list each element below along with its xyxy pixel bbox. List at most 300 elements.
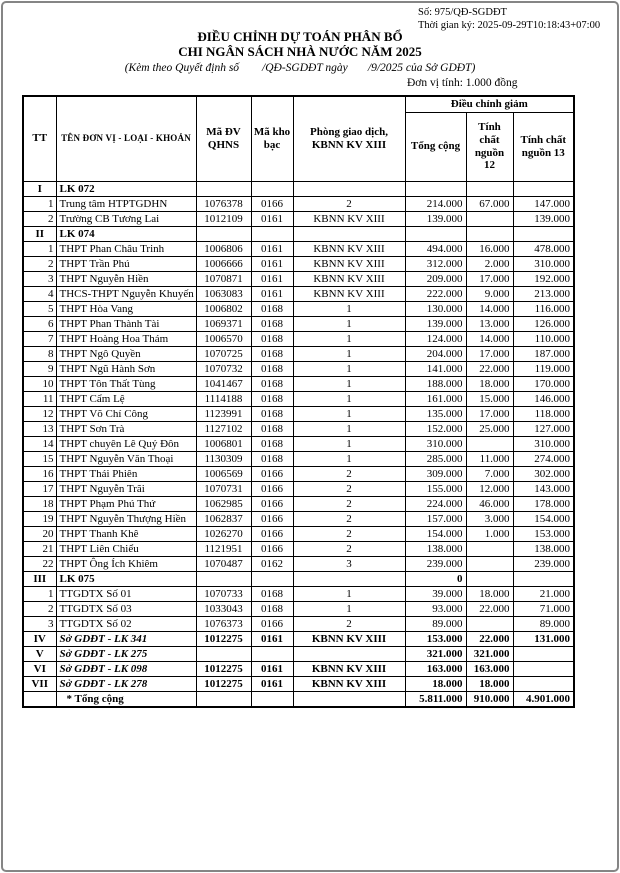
cell-n13 [513,646,574,661]
cell-phong: 1 [293,391,405,406]
cell-tt: V [23,646,56,661]
cell-ma-kb: 0166 [251,616,293,631]
cell-phong [293,181,405,196]
cell-phong: 1 [293,451,405,466]
cell-ma-kb: 0168 [251,376,293,391]
cell-n13 [513,661,574,676]
cell-name: THPT Phạm Phú Thứ [56,496,196,511]
cell-ma-dv: 1123991 [196,406,251,421]
cell-n13: 187.000 [513,346,574,361]
cell-ma-kb: 0166 [251,466,293,481]
cell-tong: 124.000 [405,331,466,346]
table-row [23,646,574,661]
cell-ma-kb: 0161 [251,241,293,256]
col-header-tt: TT [23,96,56,181]
cell-phong: KBNN KV XIII [293,676,405,691]
table-row [23,451,574,466]
cell-ma-dv: 1070733 [196,586,251,601]
cell-ma-kb: 0168 [251,451,293,466]
table-row [23,541,574,556]
cell-tong: 135.000 [405,406,466,421]
cell-n12: 1.000 [466,526,513,541]
cell-name: THPT Phan Châu Trinh [56,241,196,256]
cell-n12: 22.000 [466,601,513,616]
cell-name: TTGDTX Số 02 [56,616,196,631]
table-row [23,331,574,346]
cell-phong: 1 [293,331,405,346]
cell-ma-kb: 0168 [251,391,293,406]
cell-tong: 312.000 [405,256,466,271]
cell-n13: 127.000 [513,421,574,436]
cell-tt: 17 [23,481,56,496]
doc-number: Số: 975/QĐ-SGDĐT [418,7,507,18]
cell-tong: 5.811.000 [405,691,466,707]
cell-n13 [513,571,574,586]
cell-tt: VII [23,676,56,691]
cell-ma-kb: 0166 [251,511,293,526]
cell-ma-kb: 0168 [251,421,293,436]
cell-n12 [466,541,513,556]
cell-tong: 139.000 [405,211,466,226]
cell-name: THPT Liên Chiểu [56,541,196,556]
cell-n13: 71.000 [513,601,574,616]
cell-ma-dv: 1070871 [196,271,251,286]
table-row [23,376,574,391]
cell-phong: 2 [293,616,405,631]
table-body [23,181,574,707]
cell-tong: 310.000 [405,436,466,451]
cell-ma-kb: 0168 [251,346,293,361]
cell-ma-kb: 0166 [251,196,293,211]
cell-n13: 170.000 [513,376,574,391]
cell-phong: KBNN KV XIII [293,271,405,286]
cell-ma-dv: 1012275 [196,631,251,646]
cell-tong: 222.000 [405,286,466,301]
cell-ma-kb: 0161 [251,256,293,271]
cell-tong: 138.000 [405,541,466,556]
cell-phong: 1 [293,406,405,421]
cell-phong: 1 [293,301,405,316]
cell-ma-kb [251,571,293,586]
table-row [23,661,574,676]
cell-phong: KBNN KV XIII [293,211,405,226]
cell-tt: 8 [23,346,56,361]
cell-ma-kb: 0166 [251,496,293,511]
table-row [23,496,574,511]
cell-ma-kb [251,226,293,241]
cell-ma-dv: 1006806 [196,241,251,256]
cell-tong: 93.000 [405,601,466,616]
cell-n13 [513,676,574,691]
title-block [0,29,600,75]
cell-ma-kb: 0166 [251,481,293,496]
cell-tong: 285.000 [405,451,466,466]
cell-n13: 118.000 [513,406,574,421]
cell-phong: KBNN KV XIII [293,286,405,301]
cell-n12: 910.000 [466,691,513,707]
cell-n12: 15.000 [466,391,513,406]
col-header-unit-name: TÊN ĐƠN VỊ - LOẠI - KHOẢN [56,96,196,181]
cell-phong: 1 [293,361,405,376]
cell-n12: 163.000 [466,661,513,676]
cell-name: THPT chuyên Lê Quý Đôn [56,436,196,451]
table-row [23,466,574,481]
cell-ma-dv: 1006666 [196,256,251,271]
table-row [23,691,574,707]
cell-ma-dv: 1130309 [196,451,251,466]
table-row [23,256,574,271]
cell-n12 [466,226,513,241]
cell-name: THPT Tôn Thất Tùng [56,376,196,391]
cell-tt: 22 [23,556,56,571]
cell-n13: 192.000 [513,271,574,286]
cell-n13 [513,181,574,196]
cell-name: Trường CB Tương Lai [56,211,196,226]
cell-ma-dv: 1070732 [196,361,251,376]
cell-tt: 1 [23,241,56,256]
cell-tong [405,226,466,241]
cell-phong [293,226,405,241]
cell-ma-dv: 1062985 [196,496,251,511]
cell-n13: 147.000 [513,196,574,211]
doc-title-line1: ĐIỀU CHỈNH DỰ TOÁN PHÂN BỔ [197,29,403,44]
cell-phong: KBNN KV XIII [293,256,405,271]
cell-n13: 139.000 [513,211,574,226]
cell-n13: 154.000 [513,511,574,526]
table-row [23,241,574,256]
cell-tong: 18.000 [405,676,466,691]
table-row [23,361,574,376]
cell-name: THPT Phan Thành Tài [56,316,196,331]
cell-n12: 14.000 [466,301,513,316]
cell-n12 [466,556,513,571]
col-header-ma-kho-bac: Mã kho bạc [251,96,293,181]
cell-tong: 155.000 [405,481,466,496]
cell-tt: 15 [23,451,56,466]
cell-n13: 274.000 [513,451,574,466]
cell-tt: 1 [23,586,56,601]
cell-phong: 1 [293,436,405,451]
table-row [23,421,574,436]
cell-ma-kb [251,181,293,196]
cell-name: LK 072 [56,181,196,196]
cell-n13: 178.000 [513,496,574,511]
cell-ma-kb: 0161 [251,286,293,301]
cell-ma-kb: 0161 [251,661,293,676]
cell-tt: 19 [23,511,56,526]
cell-n13: 131.000 [513,631,574,646]
cell-name: THPT Cẩm Lệ [56,391,196,406]
cell-n13 [513,226,574,241]
cell-name: THPT Sơn Trà [56,421,196,436]
cell-tong: 214.000 [405,196,466,211]
cell-n13: 89.000 [513,616,574,631]
doc-subtitle: (Kèm theo Quyết định số /QĐ-SGDĐT ngày /9/2025 của Sở GDĐT) [124,62,476,74]
cell-name: THPT Hòa Vang [56,301,196,316]
cell-ma-dv: 1006570 [196,331,251,346]
cell-ma-dv: 1070731 [196,481,251,496]
budget-adjustment-table [22,95,575,708]
cell-ma-dv: 1062837 [196,511,251,526]
cell-ma-kb: 0168 [251,436,293,451]
cell-tt: 18 [23,496,56,511]
cell-n13: 213.000 [513,286,574,301]
table-row [23,226,574,241]
cell-ma-dv: 1012275 [196,661,251,676]
cell-n13: 310.000 [513,256,574,271]
cell-name: THPT Nguyễn Trãi [56,481,196,496]
cell-phong: 2 [293,541,405,556]
col-group-dieu-chinh-giam: Điều chỉnh giảm [405,96,574,112]
cell-tt: I [23,181,56,196]
cell-name: THPT Nguyễn Thượng Hiền [56,511,196,526]
col-header-nguon-13: Tính chất nguồn 13 [513,112,574,181]
cell-n13: 116.000 [513,301,574,316]
cell-n12: 17.000 [466,406,513,421]
table-row [23,211,574,226]
cell-n13: 119.000 [513,361,574,376]
table-row [23,526,574,541]
cell-tt: 21 [23,541,56,556]
cell-name: TTGDTX Số 03 [56,601,196,616]
table-row [23,676,574,691]
cell-n12: 22.000 [466,361,513,376]
cell-ma-dv: 1070487 [196,556,251,571]
cell-tong: 130.000 [405,301,466,316]
table-row [23,556,574,571]
cell-ma-kb: 0168 [251,361,293,376]
cell-ma-dv: 1063083 [196,286,251,301]
cell-n12: 13.000 [466,316,513,331]
cell-tong: 209.000 [405,271,466,286]
cell-phong: 1 [293,376,405,391]
cell-tong: 321.000 [405,646,466,661]
cell-ma-dv [196,691,251,707]
cell-tt: 16 [23,466,56,481]
cell-phong [293,571,405,586]
cell-tong: 39.000 [405,586,466,601]
cell-n12: 16.000 [466,241,513,256]
cell-tt: 2 [23,211,56,226]
cell-name: Sở GDĐT - LK 098 [56,661,196,676]
table-row [23,616,574,631]
cell-n12: 18.000 [466,586,513,601]
table-row [23,511,574,526]
col-header-nguon-12: Tính chất nguồn 12 [466,112,513,181]
cell-tt: 5 [23,301,56,316]
cell-tong: 153.000 [405,631,466,646]
cell-tt: 3 [23,271,56,286]
cell-phong: KBNN KV XIII [293,241,405,256]
table-row [23,301,574,316]
cell-n13: 126.000 [513,316,574,331]
cell-name: LK 075 [56,571,196,586]
cell-phong: KBNN KV XIII [293,631,405,646]
table-row [23,601,574,616]
cell-ma-dv: 1069371 [196,316,251,331]
cell-ma-kb: 0168 [251,316,293,331]
cell-name: THPT Ngũ Hành Sơn [56,361,196,376]
cell-ma-kb: 0168 [251,301,293,316]
cell-tong: 224.000 [405,496,466,511]
cell-ma-dv: 1006801 [196,436,251,451]
cell-n12: 46.000 [466,496,513,511]
cell-n12: 2.000 [466,256,513,271]
cell-name: Trung tâm HTPTGDHN [56,196,196,211]
col-header-phong-giao-dich: Phòng giao dịch, KBNN KV XIII [293,96,405,181]
cell-tong: 141.000 [405,361,466,376]
cell-tt: 6 [23,316,56,331]
cell-tong: 139.000 [405,316,466,331]
table-row [23,481,574,496]
cell-name: THPT Trần Phú [56,256,196,271]
cell-phong: 1 [293,346,405,361]
cell-n12 [466,181,513,196]
cell-ma-dv: 1012275 [196,676,251,691]
cell-ma-dv: 1114188 [196,391,251,406]
cell-n12 [466,211,513,226]
cell-phong: 2 [293,196,405,211]
cell-phong: 3 [293,556,405,571]
cell-tong: 89.000 [405,616,466,631]
cell-phong: 1 [293,316,405,331]
cell-tong: 309.000 [405,466,466,481]
cell-ma-kb: 0168 [251,406,293,421]
cell-ma-dv: 1006802 [196,301,251,316]
cell-ma-dv: 1041467 [196,376,251,391]
cell-phong: 1 [293,586,405,601]
cell-tong: 157.000 [405,511,466,526]
cell-tong: 494.000 [405,241,466,256]
cell-ma-kb [251,646,293,661]
cell-n12: 17.000 [466,346,513,361]
cell-n12: 3.000 [466,511,513,526]
cell-name: THPT Nguyễn Hiền [56,271,196,286]
table-row [23,571,574,586]
cell-ma-kb: 0162 [251,556,293,571]
cell-ma-dv: 1127102 [196,421,251,436]
cell-ma-kb: 0161 [251,676,293,691]
col-header-ma-dv-qhns: Mã ĐV QHNS [196,96,251,181]
cell-phong: 2 [293,481,405,496]
cell-phong: 2 [293,526,405,541]
cell-ma-kb: 0161 [251,211,293,226]
cell-ma-kb: 0168 [251,601,293,616]
cell-n12: 321.000 [466,646,513,661]
cell-tt: 2 [23,256,56,271]
cell-n13: 239.000 [513,556,574,571]
unit-note: Đơn vị tính: 1.000 đồng [407,77,518,89]
cell-n13: 153.000 [513,526,574,541]
table-row [23,286,574,301]
cell-name: THPT Ông Ích Khiêm [56,556,196,571]
cell-ma-dv: 1033043 [196,601,251,616]
cell-tt: 11 [23,391,56,406]
cell-n13: 146.000 [513,391,574,406]
cell-phong [293,691,405,707]
cell-n12 [466,436,513,451]
cell-tong: 188.000 [405,376,466,391]
cell-name: THCS-THPT Nguyễn Khuyến [56,286,196,301]
cell-n12 [466,616,513,631]
cell-tt: 14 [23,436,56,451]
cell-n13: 478.000 [513,241,574,256]
cell-n13: 21.000 [513,586,574,601]
cell-n12 [466,571,513,586]
cell-ma-kb: 0168 [251,586,293,601]
cell-ma-dv: 1070725 [196,346,251,361]
cell-name: Sở GDĐT - LK 275 [56,646,196,661]
cell-tt: 1 [23,196,56,211]
cell-ma-dv [196,646,251,661]
cell-n13: 4.901.000 [513,691,574,707]
cell-ma-dv [196,181,251,196]
cell-name: TTGDTX Số 01 [56,586,196,601]
cell-tt: IV [23,631,56,646]
cell-n12: 7.000 [466,466,513,481]
table-row [23,196,574,211]
cell-phong: 1 [293,421,405,436]
cell-name: THPT Hoàng Hoa Thám [56,331,196,346]
cell-tt: 12 [23,406,56,421]
col-header-tong-cong: Tổng cộng [405,112,466,181]
cell-ma-dv: 1026270 [196,526,251,541]
cell-n13: 110.000 [513,331,574,346]
cell-name: LK 074 [56,226,196,241]
cell-tt: 9 [23,361,56,376]
cell-tt: II [23,226,56,241]
cell-n13: 302.000 [513,466,574,481]
cell-ma-dv [196,226,251,241]
table-row [23,271,574,286]
table-header [23,96,574,181]
cell-ma-dv: 1076378 [196,196,251,211]
cell-n12: 12.000 [466,481,513,496]
cell-tt: VI [23,661,56,676]
cell-tt: 3 [23,616,56,631]
cell-phong [293,646,405,661]
table-row [23,631,574,646]
table-row [23,586,574,601]
table-row [23,181,574,196]
cell-tt: 4 [23,286,56,301]
cell-tt: 7 [23,331,56,346]
cell-name: Sở GDĐT - LK 341 [56,631,196,646]
cell-phong: 2 [293,511,405,526]
cell-ma-kb [251,691,293,707]
cell-tt: 20 [23,526,56,541]
cell-tt: 2 [23,601,56,616]
cell-ma-kb: 0161 [251,271,293,286]
cell-ma-kb: 0166 [251,526,293,541]
cell-name: THPT Ngô Quyền [56,346,196,361]
cell-tong: 152.000 [405,421,466,436]
table-row [23,316,574,331]
cell-tong: 161.000 [405,391,466,406]
cell-tong: 163.000 [405,661,466,676]
cell-n12: 11.000 [466,451,513,466]
doc-title-line2: CHI NGÂN SÁCH NHÀ NƯỚC NĂM 2025 [178,44,422,59]
cell-tt: III [23,571,56,586]
cell-n12: 9.000 [466,286,513,301]
cell-tong [405,181,466,196]
cell-ma-kb: 0166 [251,541,293,556]
cell-phong: 2 [293,496,405,511]
table-row [23,406,574,421]
cell-phong: 2 [293,466,405,481]
cell-tong: 0 [405,571,466,586]
cell-phong: 1 [293,601,405,616]
